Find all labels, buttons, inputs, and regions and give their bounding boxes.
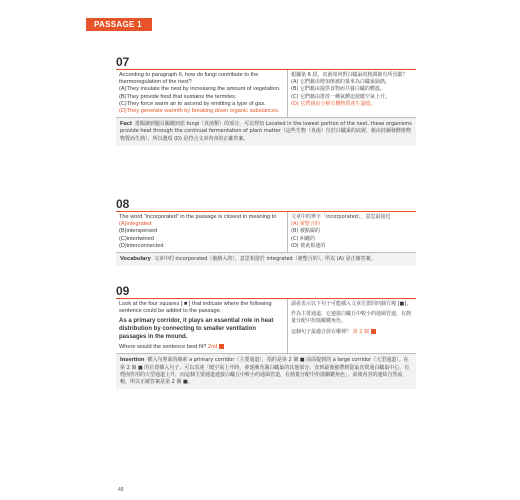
- chinese-column: [287, 212, 416, 252]
- page-number: 48: [118, 487, 124, 493]
- instruction-text: Look at the four squares [ ■ ] that indicate where the following sentence could be added to the passage.: [119, 301, 272, 315]
- where-line: Where would the sentence best fit? 2nd: [119, 344, 284, 351]
- question-09: [116, 285, 416, 389]
- chinese-column: [287, 299, 416, 353]
- explanation-text: 插入句裡面的線索 a primary corridor（主要通道），指的是第 2 個 ■ 前面提到的 a large corridor（大型通道）。在第 2 個 ■ 的位置插入句子，可以表達「暖空氣上升時，會逐漸充滿白蟻巢的其他部分，直到最後被帶到從巢直貫通白蟻巢中心，有煙囪作用的大型通道上升，而這個主要通道連接白蟻丘中較小的通風管道，在熱量分配中扮演關鍵角色」，前後內容的連結自然流暢，所以正確答案是第 2 個 ■。: [120, 357, 410, 385]
- chinese-column: [287, 70, 416, 117]
- option-d-correct: (D) They generate warmth by breaking down organic substances.: [119, 108, 280, 115]
- question-08: [116, 198, 416, 266]
- option-b: (B) They provide food that sustains the termites.: [119, 93, 237, 100]
- option-c-zh: (C) 糾纏的: [291, 235, 315, 242]
- insert-sentence-zh: 作為主要通道，它連接白蟻丘中較小的通風管道，在熱量分配中扮演關鍵角色。: [291, 311, 412, 325]
- explanation-keyword: Fact: [120, 121, 132, 128]
- option-a-zh: (A) 它們藉由增加植被的量來為白蟻巢隔熱。: [291, 79, 390, 86]
- question-text: The word “incorporated” in the passage is closest in meaning to: [119, 214, 277, 220]
- explanation: [116, 354, 416, 389]
- option-b-zh: (B) 被點綴的: [291, 228, 320, 235]
- option-d-zh-correct: (D) 它們藉由分解有機物質產生溫暖。: [291, 100, 376, 107]
- question-box: [116, 212, 416, 253]
- answer-zh: 第 2 個: [352, 328, 369, 335]
- passage-label: PASSAGE 1: [86, 18, 152, 31]
- option-a: (A) They insulate the nest by increasing the amount of vegetation.: [119, 86, 281, 93]
- explanation-keyword: Vocabulary: [120, 256, 151, 263]
- where-line-zh: 這個句子最適合放在哪裡？ 第 2 個: [291, 329, 413, 336]
- question-number: 07: [116, 56, 416, 70]
- english-column: [116, 70, 287, 117]
- question-box: [116, 70, 416, 118]
- english-column: [116, 212, 287, 252]
- square-marker-icon: [219, 344, 224, 349]
- explanation-text: 當閱讀到題目關鍵詞語 fungi（真菌類）的部分，可以得知 Located in the lowest portion of the nest, these organisms provide heat through the continual fermentation of plant matter（這些生物（真菌）位於白蟻巢的底層，藉由持續發酵植物物質而生熱），所以選項 (D) 是符合文章內容的正確答案。: [120, 121, 412, 142]
- option-a-correct: (A) integrated: [119, 221, 152, 228]
- question-number: 08: [116, 198, 416, 212]
- question-box: [116, 299, 416, 354]
- english-column: [116, 299, 287, 353]
- question-number: 09: [116, 285, 416, 299]
- question-text: According to paragraph 6, how do fungi contribute to the thermoregulation of the nest?: [119, 72, 259, 86]
- insert-sentence: As a primary corridor, it plays an essential role in heat distribution by connecting to smaller ventilation passages in the mound.: [119, 318, 274, 340]
- question-text-zh: 文章中的單字「incorporated」，意思最接近: [291, 214, 391, 220]
- option-c: (C) intertwined: [119, 235, 154, 242]
- option-d: (D) interconnected: [119, 242, 164, 249]
- option-c: (C) They force warm air to ascend by emitting a type of gas.: [119, 100, 266, 107]
- answer: 2nd: [207, 344, 218, 351]
- instruction-text-zh: 請看表示以下句子可能插入文章位置的四個方塊 [■]。: [291, 301, 412, 307]
- option-b-zh: (B) 它們藉由提供食物而共養白蟻的體溫。: [291, 86, 385, 93]
- explanation-keyword: Insertion: [120, 357, 145, 364]
- square-marker-icon: [371, 329, 376, 334]
- explanation: [116, 253, 416, 266]
- question-07: [116, 56, 416, 146]
- option-a-zh-correct: (A) 被整合的: [291, 221, 320, 228]
- question-text-zh: 根據第 6 段，真菌如何對白蟻巢的熱調節有所貢獻？: [291, 72, 408, 78]
- option-d-zh: (D) 彼此相連的: [291, 242, 326, 249]
- option-c-zh: (C) 它們藉由排放一種氣體迫使暖空氣上升。: [291, 93, 390, 100]
- explanation: [116, 118, 416, 146]
- option-b: (B) interspersed: [119, 228, 158, 235]
- explanation-text: 文章中的 incorporated（被納入的），意思相當於 integrated（被整合的），所以 (A) 是正確答案。: [153, 256, 376, 263]
